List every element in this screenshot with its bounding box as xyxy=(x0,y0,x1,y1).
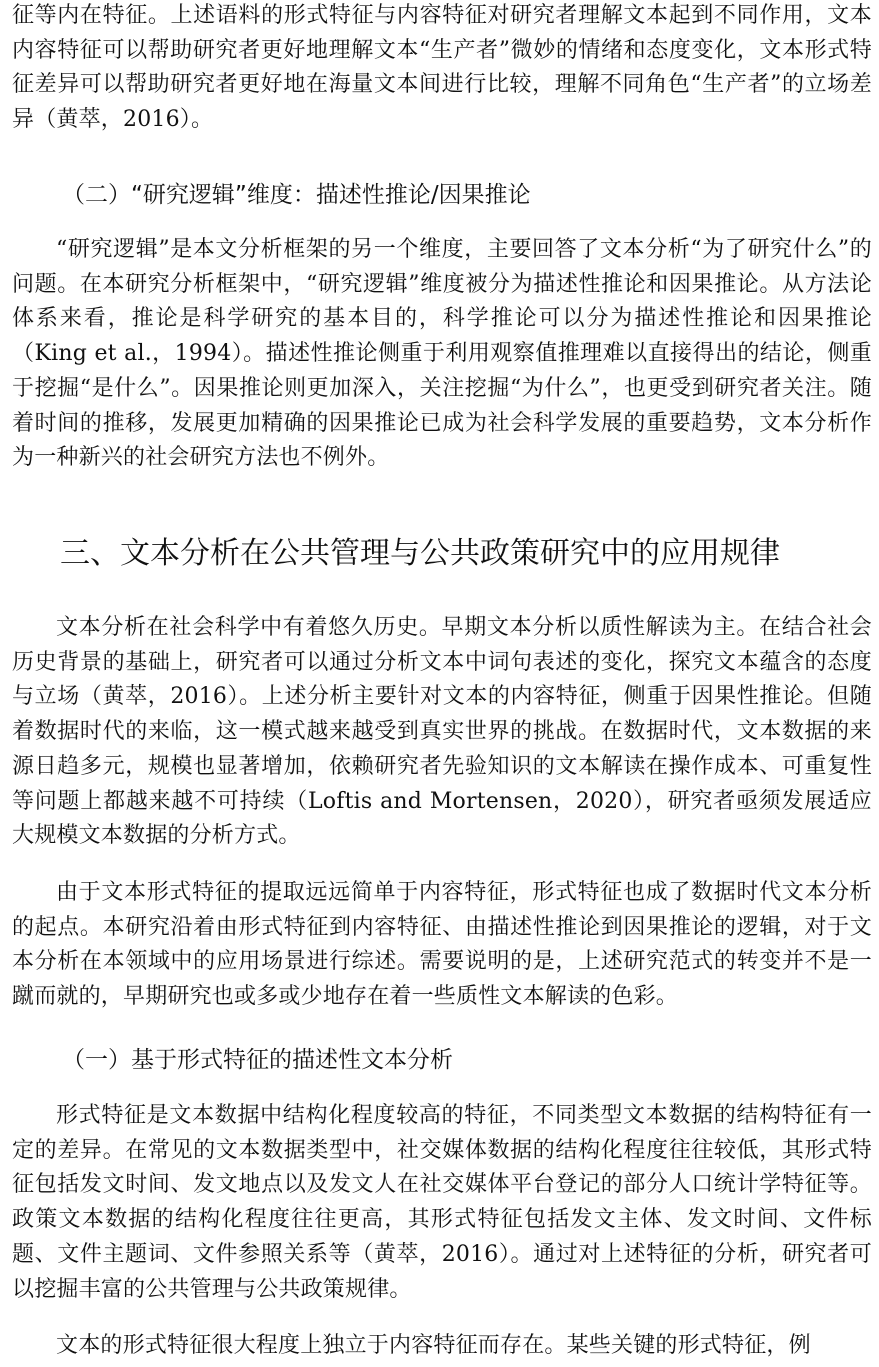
paragraph-research-logic: “研究逻辑”是本文分析框架的另一个维度，主要回答了文本分析“为了研究什么”的问题。在本研究分析框架中，“研究逻辑”维度被分为描述性推论和因果推论。从方法论体系来看，推论是科学研究的基本目的，科学推论可以分为描述性推论和因果推论（King et al.，1994）。描述性推论侧重于利用观察值推理难以直接得出的结论，侧重于挖掘“是什么”。因果推论则更加深入，关注挖掘“为什么”，也更受到研究者关注。随着时间的推移，发展更加精确的因果推论已成为社会科学发展的重要趋势，文本分析作为一种新兴的社会研究方法也不例外。 xyxy=(12,237,872,471)
paragraph-form-descriptive: 形式特征是文本数据中结构化程度较高的特征，不同类型文本数据的结构特征有一定的差异。在常见的文本数据类型中，社交媒体数据的结构化程度往往较低，其形式特征包括发文时间、发文地点以及发文人在社交媒体平台登记的部分人口统计学特征等。政策文本数据的结构化程度往往更高，其形式特征包括发文主体、发文时间、文件标题、文件主题词、文件参照关系等（黄萃，2016）。通过对上述特征的分析，研究者可以挖掘丰富的公共管理与公共政策规律。 xyxy=(12,1103,872,1302)
subheading-form-descriptive: （一）基于形式特征的描述性文本分析 xyxy=(62,1047,453,1073)
section-heading-3: 三、文本分析在公共管理与公共政策研究中的应用规律 xyxy=(60,536,780,571)
paragraph-form-features-start: 由于文本形式特征的提取远远简单于内容特征，形式特征也成了数据时代文本分析的起点。本研究沿着由形式特征到内容特征、由描述性推论到因果推论的逻辑，对于文本分析在本领域中的应用场景进行综述。需要说明的是，上述研究范式的转变并不是一蹴而就的，早期研究也或多或少地存在着一些质性文本解读的色彩。 xyxy=(12,880,872,1010)
paragraph-form-independence: 文本的形式特征很大程度上独立于内容特征而存在。某些关键的形式特征，例 xyxy=(56,1333,811,1358)
subheading-research-logic: （二）“研究逻辑”维度：描述性推论/因果推论 xyxy=(62,182,531,208)
paragraph-continuation: 征等内在特征。上述语料的形式特征与内容特征对研究者理解文本起到不同作用，文本内容特征可以帮助研究者更好地理解文本“生产者”微妙的情绪和态度变化，文本形式特征差异可以帮助研究者更好地在海量文本间进行比较，理解不同角色“生产者”的立场差异（黄萃，2016）。 xyxy=(12,3,872,133)
paragraph-history: 文本分析在社会科学中有着悠久历史。早期文本分析以质性解读为主。在结合社会历史背景的基础上，研究者可以通过分析文本中词句表述的变化，探究文本蕴含的态度与立场（黄萃，2016）。上述分析主要针对文本的内容特征，侧重于因果性推论。但随着数据时代的来临，这一模式越来越受到真实世界的挑战。在数据时代，文本数据的来源日趋多元，规模也显著增加，依赖研究者先验知识的文本解读在操作成本、可重复性等问题上都越来越不可持续（Loftis and Mortensen，2020），研究者亟须发展适应大规模文本数据的分析方式。 xyxy=(12,615,872,849)
